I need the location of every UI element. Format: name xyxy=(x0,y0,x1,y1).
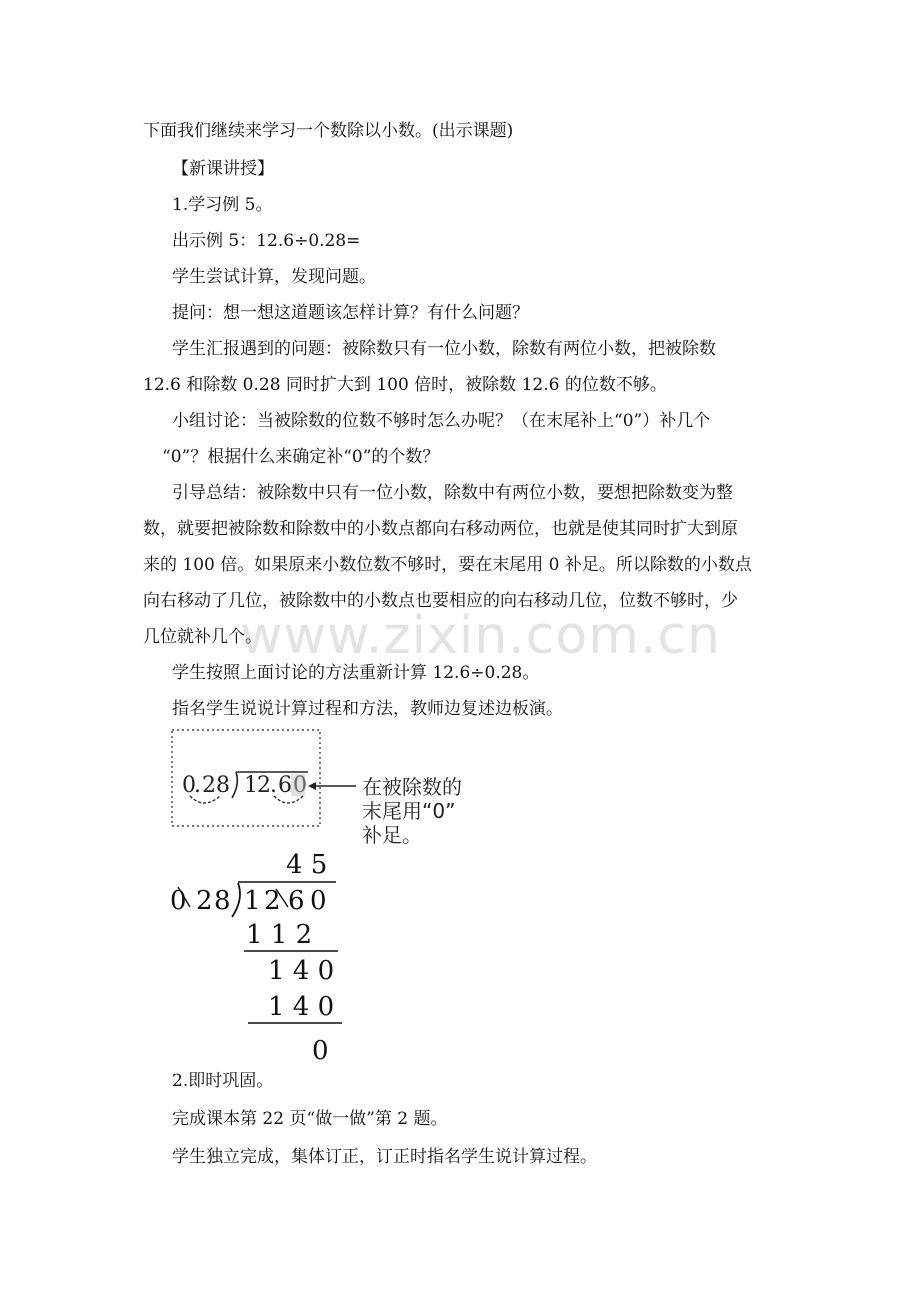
decimal-shift-figure xyxy=(160,722,490,852)
note-line: 补足。 xyxy=(362,823,422,847)
text-line: 学生尝试计算，发现问题。 xyxy=(172,267,376,287)
dividend-digit: 0 xyxy=(310,886,327,916)
divisor-digit: 0 xyxy=(170,886,187,916)
division-bracket xyxy=(232,883,240,917)
dividend-digit: 2 xyxy=(264,886,281,916)
text-line: 小组讨论：当被除数的位数不够时怎么办呢？（在末尾补上“0”）补几个 xyxy=(172,411,711,431)
divisor-point: . xyxy=(194,773,201,798)
text-line: 12.6 和除数 0.28 同时扩大到 100 倍时，被除数 12.6 的位数不够。 xyxy=(143,375,667,395)
text-line: 指名学生说说计算过程和方法，教师边复述边板演。 xyxy=(172,699,563,719)
final-remainder: 0 xyxy=(312,1036,329,1065)
note-line: 在被除数的 xyxy=(362,775,462,799)
divisor-digit: 2 xyxy=(196,886,213,916)
text-line: 下面我们继续来学习一个数除以小数。(出示课题) xyxy=(143,121,514,141)
section-subheading: 2.即时巩固。 xyxy=(172,1071,274,1091)
text-line: 引导总结：被除数中只有一位小数，除数中有两位小数，要想把除数变为整 xyxy=(172,483,733,503)
text-line: 提问：想一想这道题该怎样计算？有什么问题？ xyxy=(172,303,529,323)
text-line: 学生独立完成，集体订正，订正时指名学生说计算过程。 xyxy=(172,1147,597,1167)
text-line: 出示例 5：12.6÷0.28= xyxy=(172,231,361,251)
text-line: 数，就要把被除数和除数中的小数点都向右移动两位，也就是使其同时扩大到原 xyxy=(143,519,738,539)
text-line: 向右移动了几位，被除数中的小数点也要相应的向右移动几位，位数不够时，少 xyxy=(143,591,738,611)
dividend-point: . xyxy=(270,773,277,798)
divisor-digit: 8 xyxy=(216,773,230,798)
long-division-figure xyxy=(160,845,380,1065)
text-line: 学生汇报遇到的问题：被除数只有一位小数，除数有两位小数，把被除数 xyxy=(172,339,716,359)
dividend-digit: 1 xyxy=(244,773,258,798)
divisor-digit: 2 xyxy=(202,773,216,798)
section-heading: 【新课讲授】 xyxy=(172,159,274,179)
dividend-digit: 6 xyxy=(278,773,292,798)
division-bracket xyxy=(232,772,237,798)
dividend-digit: 2 xyxy=(257,773,271,798)
text-line: 学生按照上面讨论的方法重新计算 12.6÷0.28。 xyxy=(172,663,540,683)
text-line: 几位就补几个。 xyxy=(143,627,262,647)
text-line: 完成课本第 22 页“做一做”第 2 题。 xyxy=(172,1109,448,1129)
text-line: “0”？根据什么来确定补“0”的个数？ xyxy=(162,447,440,467)
text-line: 来的 100 倍。如果原来小数位数不够时，要在末尾用 0 补足。所以除数的小数点 xyxy=(143,555,752,575)
appended-zero-highlight xyxy=(291,774,305,796)
partial-product: 1 4 0 xyxy=(268,992,335,1022)
text-line: 1.学习例 5。 xyxy=(172,195,273,215)
divisor-digit: 0 xyxy=(182,773,196,798)
quotient: 4 5 xyxy=(286,850,328,880)
watermark: www.zixin.com.cn xyxy=(240,606,721,666)
pointer-arrow-head xyxy=(308,782,316,790)
note-line: 末尾用“0” xyxy=(362,799,456,823)
appended-zero: 0 xyxy=(293,773,307,798)
divisor-digit: 8 xyxy=(214,886,231,916)
dividend-digit: 6 xyxy=(288,886,305,916)
partial-product: 1 1 2 xyxy=(246,920,313,950)
dividend-digit: 1 xyxy=(244,886,261,916)
partial-remainder: 1 4 0 xyxy=(268,956,335,986)
